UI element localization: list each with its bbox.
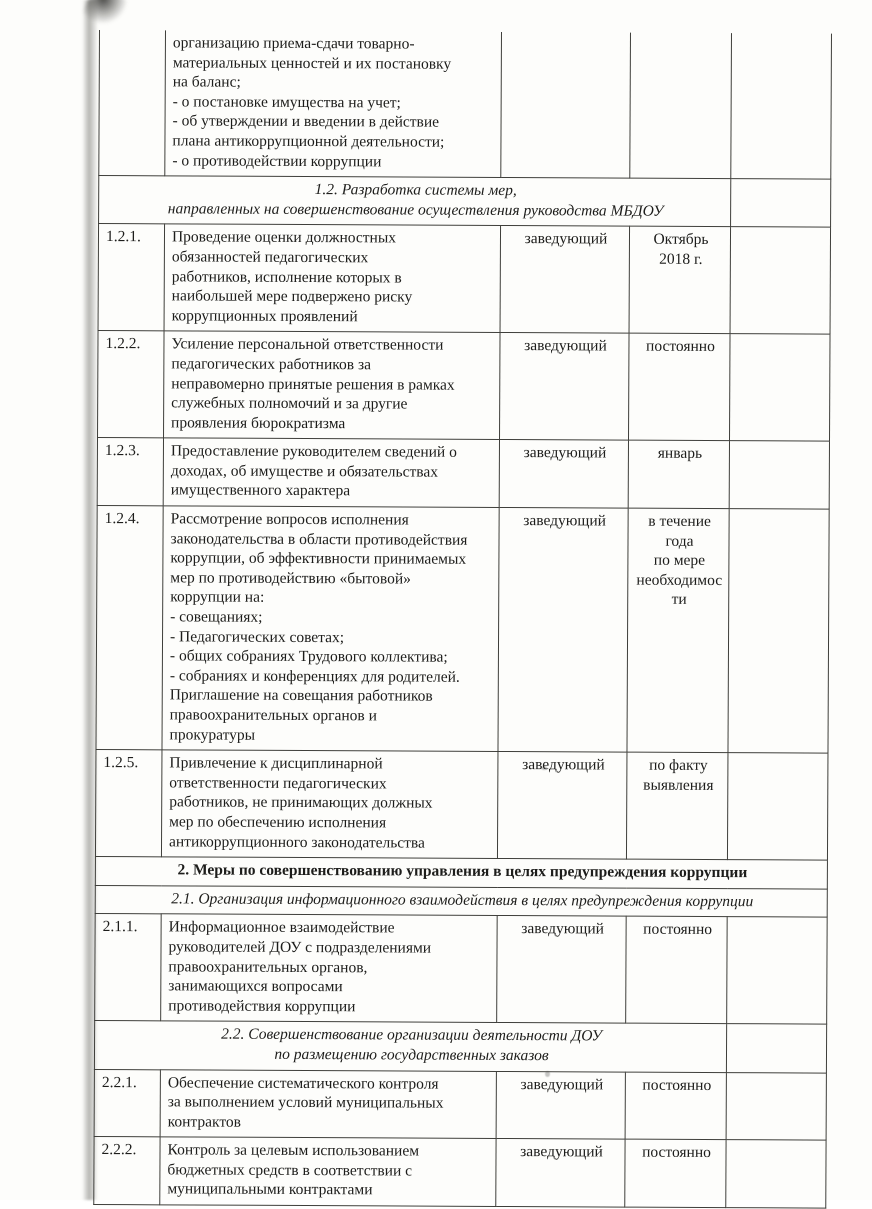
item-note-empty <box>726 1140 826 1208</box>
item-number: 1.2.4. <box>96 506 163 750</box>
item-note-empty <box>729 441 829 509</box>
item-note-empty <box>727 753 828 860</box>
item-responsible: заведующий <box>499 440 628 508</box>
section-header-row <box>95 857 827 889</box>
item-number: 1.2.5. <box>95 750 162 857</box>
item-term: постоянно <box>629 333 731 440</box>
item-term: январь <box>628 440 729 508</box>
item-term: по факту выявления <box>626 752 728 859</box>
item-number: 1.2.3. <box>97 438 163 506</box>
section-heading-1-2: 1.2. Разработка системы мер, направленных на совершенствование осуществления руководства МБДОУ <box>99 176 731 227</box>
item-responsible: заведующий <box>496 1139 625 1207</box>
table-row <box>96 506 829 754</box>
item-number: 2.1.1. <box>95 914 162 1021</box>
table-row <box>95 914 828 1025</box>
item-responsible: заведующий <box>500 333 630 441</box>
item-note-empty <box>728 509 829 754</box>
item-number: 1.2.1. <box>98 224 165 331</box>
table-row <box>94 1069 826 1140</box>
item-number: 2.2.2. <box>94 1137 160 1205</box>
section-heading-2-1: 2.1. Организация информационного взаимодействия в целях предупреждения коррупции <box>95 885 827 917</box>
item-text: Усиление персональной ответственности педагогических работников за неправомерно принятые решения в рамках служебных полномочий и за другие проявления бюрократизма <box>164 331 501 440</box>
item-text: Контроль за целевым использованием бюджетных средств в соответствии с муниципальными контрактами <box>160 1137 496 1206</box>
item-responsible: заведующий <box>500 226 630 334</box>
item-responsible: заведующий <box>497 752 627 860</box>
item-number: 2.2.1. <box>94 1069 160 1137</box>
item-text: Предоставление руководителем сведений о доходах, об имуществе и обязательствах имущественного характера <box>163 438 499 507</box>
item-text: Обеспечение систематического контроля за выполнением условий муниципальных контрактов <box>160 1069 496 1138</box>
item-note-empty <box>729 334 830 441</box>
item-note-empty <box>727 917 828 1024</box>
item-term: в течение года по мере необходимос ти <box>627 508 729 753</box>
table-row-continuation <box>99 30 832 179</box>
item-text: Проведение оценки должностных обязанностей педагогических работников, исполнение которых в наибольшей мере подвержено риску коррупционных проявлений <box>164 224 501 333</box>
plan-table-wrapper <box>93 30 832 1209</box>
table-row <box>97 438 829 509</box>
table-row <box>95 750 828 861</box>
item-responsible: заведующий <box>497 916 627 1024</box>
section-header-row <box>94 1021 826 1073</box>
section-header-row <box>99 176 831 228</box>
item-term <box>630 33 732 179</box>
section-heading-2-2: 2.2. Совершенствование организации деятельности ДОУ по размещению государственных заказов <box>94 1021 726 1072</box>
item-text: Рассмотрение вопросов исполнения законодательства в области противодействия коррупции, об эффективности принимаемых мер по противодействию «бытовой» коррупции на: - совещаниях; - Педагогических советах; - общих собраниях Трудового коллектива; - собраниях и конференциях для родителей. Приглашение на совещания работников правоохранительных органов и прокуратуры <box>162 506 499 752</box>
item-responsible: заведующий <box>498 508 628 753</box>
item-term: постоянно <box>626 916 728 1023</box>
anticorruption-plan-table <box>93 30 832 1209</box>
table-row <box>98 331 831 442</box>
table-row <box>94 1137 826 1208</box>
item-term: постоянно <box>625 1139 726 1207</box>
item-number <box>99 30 166 176</box>
item-note-empty <box>726 1072 826 1140</box>
item-note-empty <box>731 179 831 228</box>
item-responsible <box>501 32 631 178</box>
item-term: Октябрь 2018 г. <box>629 226 731 333</box>
item-number: 1.2.2. <box>98 331 165 438</box>
item-text: организацию приема-сдачи товарно- материальных ценностей и их постановку на баланс; - о постановке имущества на учет; - об утверждении и введении в действие плана антикоррупционной деятельности; - о противодействии коррупции <box>165 30 502 177</box>
section-heading-2: 2. Меры по совершенствованию управления в целях предупреждения коррупции <box>95 857 827 889</box>
item-responsible: заведующий <box>496 1071 625 1139</box>
item-note-empty <box>726 1024 826 1073</box>
section-header-row <box>95 885 827 917</box>
item-note-empty <box>730 227 831 334</box>
item-term: постоянно <box>625 1072 726 1140</box>
item-text: Информационное взаимодействие руководителей ДОУ с подразделениями правоохранительных органов, занимающихся вопросами противодействия коррупции <box>161 914 498 1023</box>
item-text: Привлечение к дисциплинарной ответственности педагогических работников, не принимающих должных мер по обеспечению исполнения антикоррупционного законодательства <box>161 750 498 859</box>
table-row <box>98 224 831 335</box>
item-note-empty <box>731 33 832 179</box>
